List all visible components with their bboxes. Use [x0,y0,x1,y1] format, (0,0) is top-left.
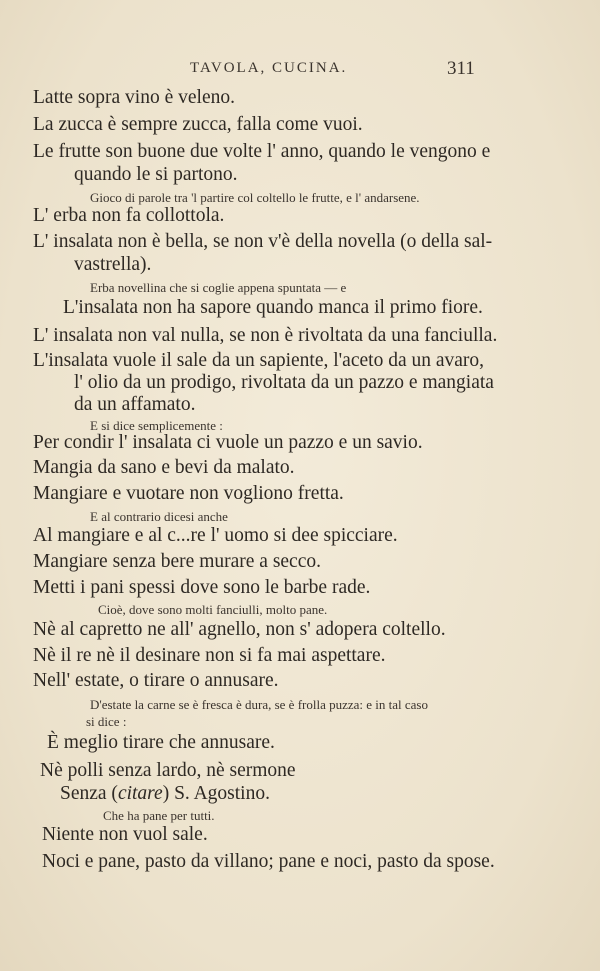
italic-word: citare [117,783,163,804]
proverb-line: vastrella). [74,254,152,275]
proverb-line: da un affamato. [74,394,196,415]
proverb-line: Al mangiare e al c...re l' uomo si dee spicciare. [33,525,398,546]
proverb-line: È meglio tirare che annusare. [47,732,275,753]
commentary-line: Cioè, dove sono molti fanciulli, molto pane. [98,602,328,617]
proverb-line: quando le si partono. [74,164,238,185]
proverb-line: Senza (citare) S. Agostino. [60,783,270,804]
proverb-line: Mangia da sano e bevi da malato. [33,457,295,478]
page-number: 311 [447,58,475,79]
proverb-line: L' insalata non val nulla, se non è rivoltata da una fanciulla. [33,325,498,346]
commentary-line: si dice : [86,714,127,729]
proverb-line: Nè il re nè il desinare non si fa mai aspettare. [33,645,386,666]
proverb-line: Nè al capretto ne all' agnello, non s' adopera coltello. [33,619,446,640]
proverb-line: L'insalata vuole il sale da un sapiente, l'aceto da un avaro, [33,350,485,371]
commentary-line: Erba novellina che si coglie appena spuntata — e [90,280,347,295]
commentary-line: D'estate la carne se è fresca è dura, se è frolla puzza: e in tal caso [90,697,428,712]
proverb-line: L' erba non fa collottola. [33,205,225,226]
proverb-line: Metti i pani spessi dove sono le barbe rade. [33,577,371,598]
proverb-line: Noci e pane, pasto da villano; pane e noci, pasto da spose. [42,851,495,872]
proverb-line: Niente non vuol sale. [42,824,208,845]
proverb-line: L'insalata non ha sapore quando manca il primo fiore. [63,297,483,318]
running-title: TAVOLA, CUCINA. [190,60,348,76]
commentary-line: E si dice semplicemente : [90,418,223,433]
proverb-line: Nè polli senza lardo, nè sermone [40,760,296,781]
commentary-line: Gioco di parole tra 'l partire col coltello le frutte, e l' andarsene. [90,190,420,205]
proverb-line: L' insalata non è bella, se non v'è della novella (o della sal- [33,231,493,252]
commentary-line: E al contrario dicesi anche [90,509,228,524]
proverb-line: Nell' estate, o tirare o annusare. [33,670,279,691]
proverb-line: l' olio da un prodigo, rivoltata da un pazzo e mangiata [74,372,494,393]
page-header [0,60,600,84]
proverb-line: La zucca è sempre zucca, falla come vuoi. [33,114,363,135]
proverb-line: Latte sopra vino è veleno. [33,87,235,108]
commentary-line: Che ha pane per tutti. [103,808,215,823]
proverb-line: Mangiare senza bere murare a secco. [33,551,321,572]
proverb-line: Le frutte son buone due volte l' anno, quando le vengono e [33,141,491,162]
proverb-line: Per condir l' insalata ci vuole un pazzo e un savio. [33,432,423,453]
proverb-line: Mangiare e vuotare non vogliono fretta. [33,483,344,504]
